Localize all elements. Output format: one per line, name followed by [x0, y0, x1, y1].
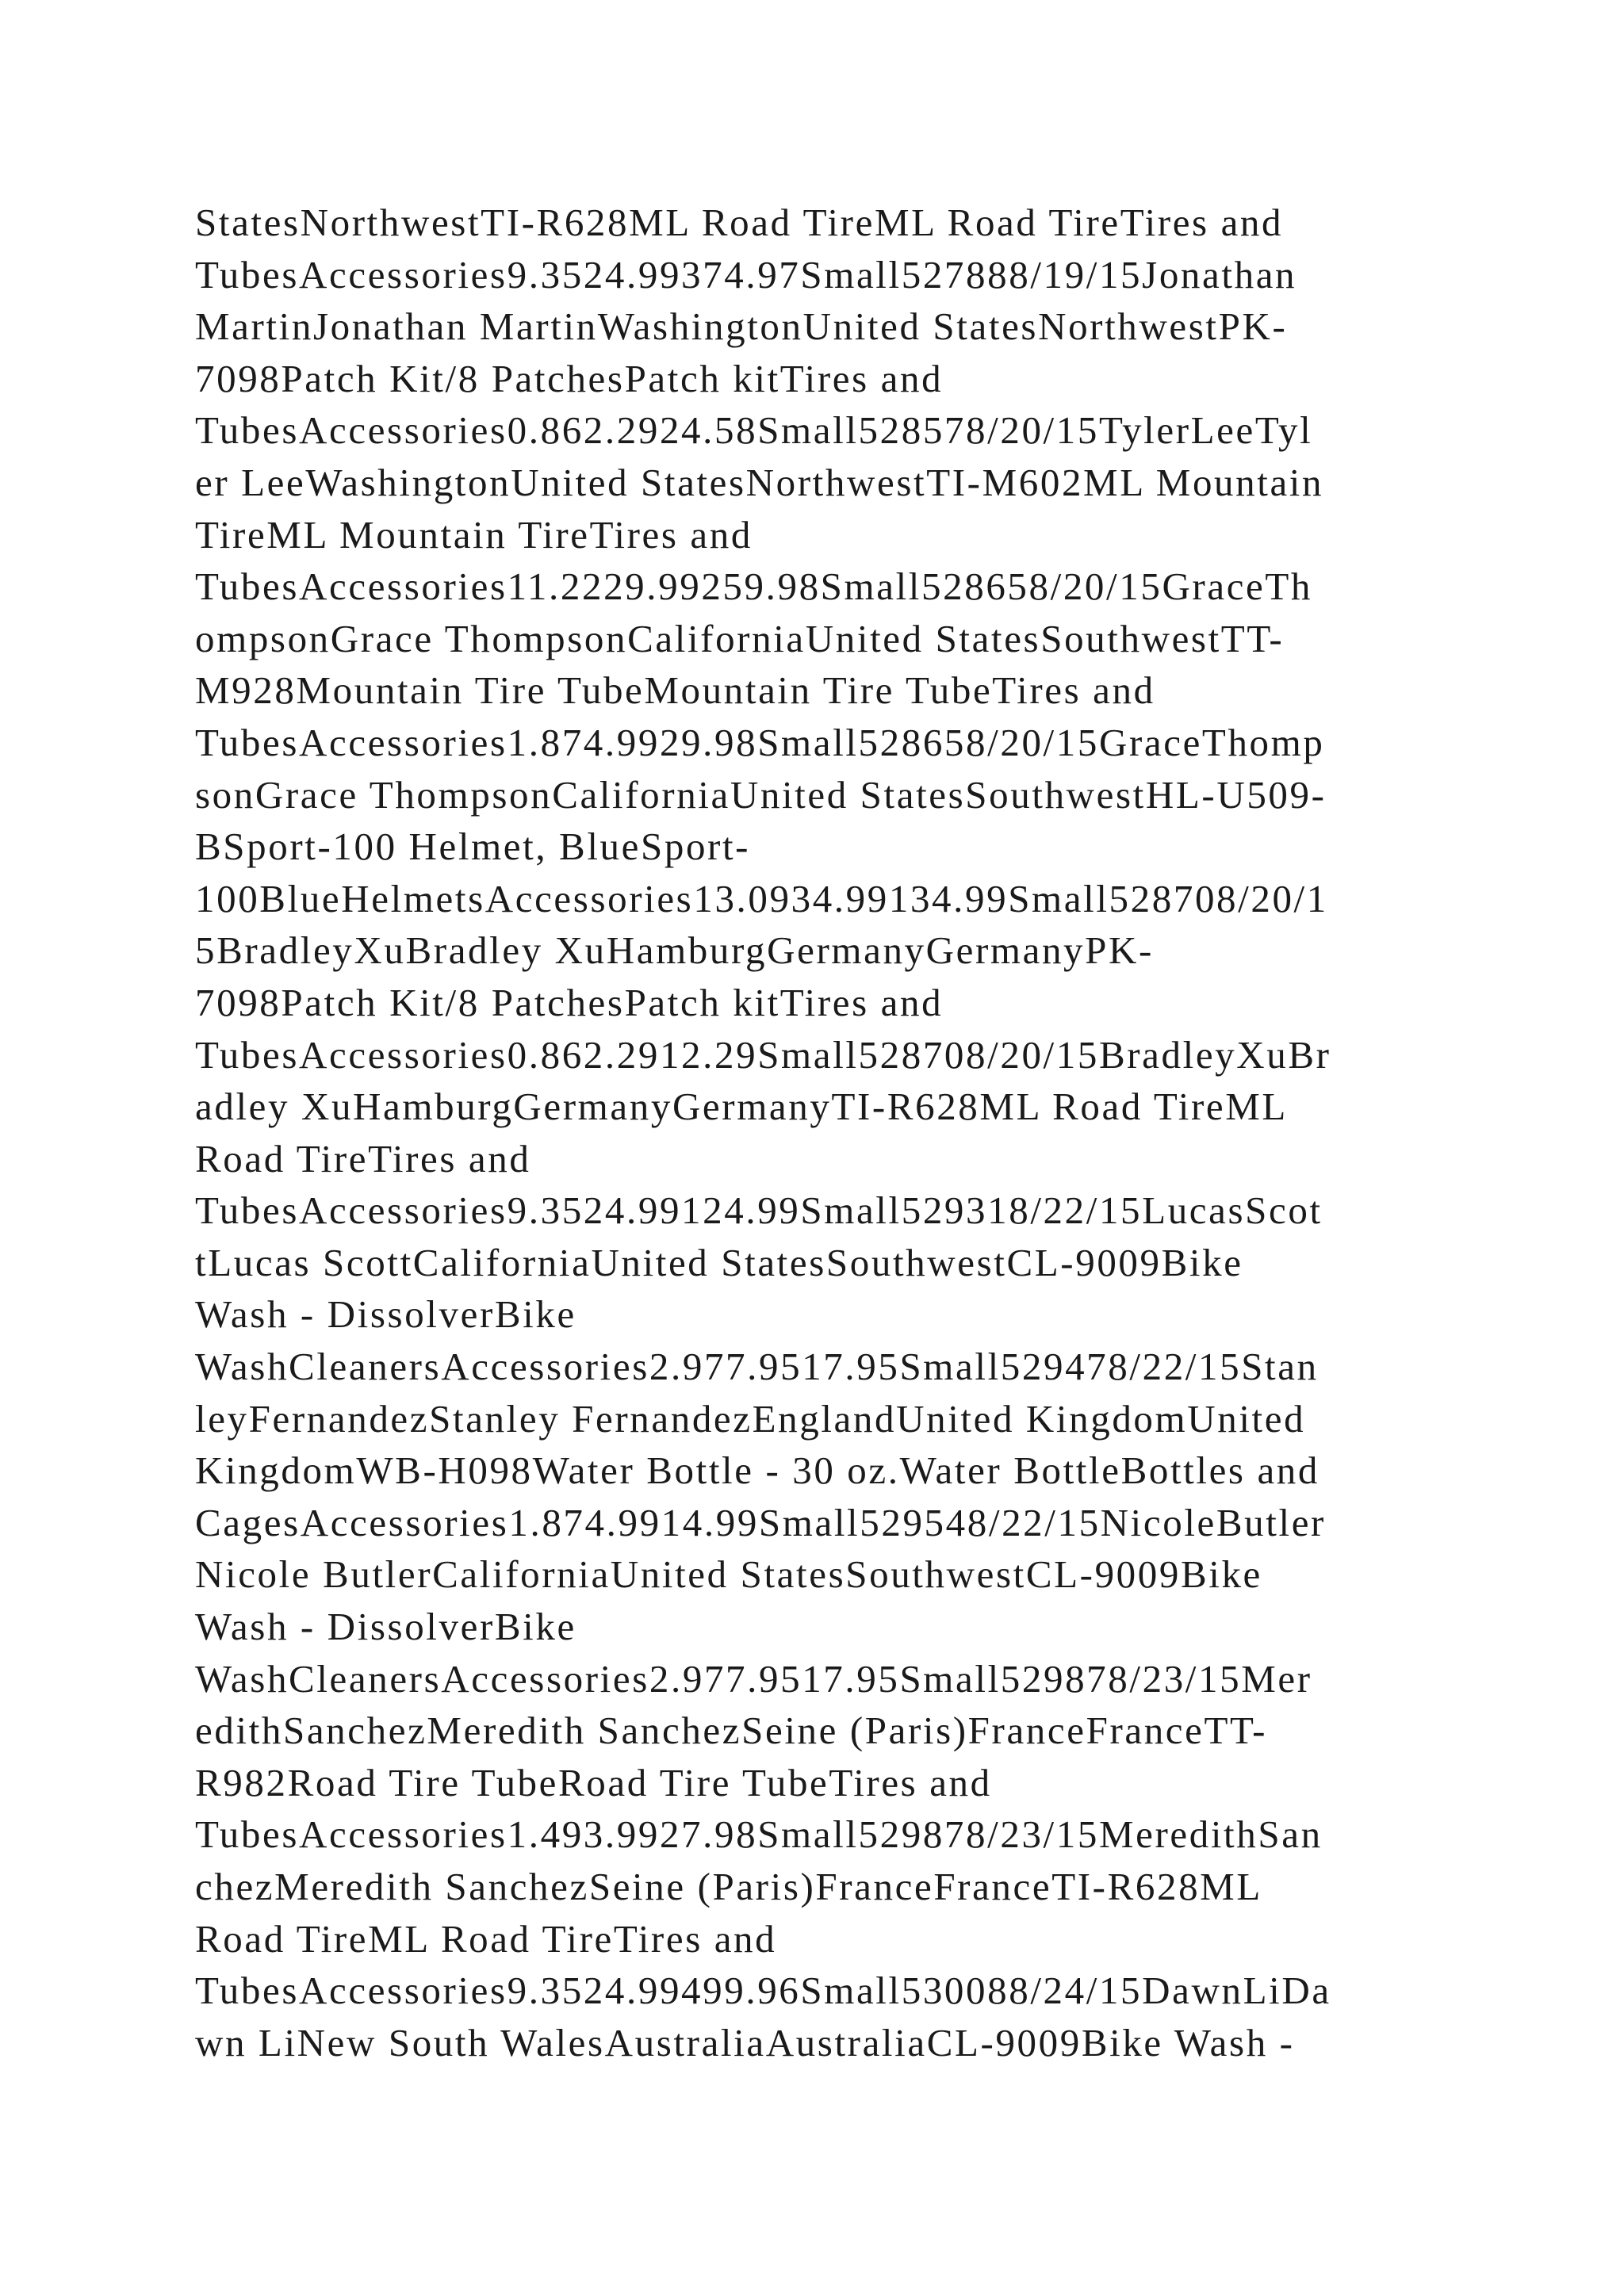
text-line: wn LiNew South WalesAustraliaAustraliaCL-9009Bike Wash - [195, 2020, 1295, 2064]
body-text [195, 197, 1480, 2068]
text-line: TubesAccessories0.862.2924.58Small528578/20/15TylerLeeTyl [195, 408, 1313, 453]
text-line: TireML Mountain TireTires and [195, 512, 753, 557]
text-line: tLucas ScottCaliforniaUnited StatesSouthwestCL-9009Bike [195, 1240, 1243, 1284]
text-line: KingdomWB-H098Water Bottle - 30 oz.Water BottleBottles and [195, 1448, 1320, 1493]
text-line: Road TireML Road TireTires and [195, 1916, 777, 1961]
text-line: Road TireTires and [195, 1136, 531, 1181]
text-line: WashCleanersAccessories2.977.9517.95Small529478/22/15Stan [195, 1345, 1319, 1389]
text-line: MartinJonathan MartinWashingtonUnited StatesNorthwestPK- [195, 304, 1288, 349]
text-line: TubesAccessories9.3524.99124.99Small529318/22/15LucasScot [195, 1188, 1323, 1233]
text-line: ompsonGrace ThompsonCaliforniaUnited StatesSouthwestTT- [195, 616, 1285, 660]
text-line: Nicole ButlerCaliforniaUnited StatesSouthwestCL-9009Bike [195, 1552, 1262, 1597]
text-line: BSport-100 Helmet, BlueSport- [195, 825, 751, 869]
text-line: CagesAccessories1.874.9914.99Small529548/22/15NicoleButler [195, 1500, 1326, 1544]
text-line: edithSanchezMeredith SanchezSeine (Paris)FranceFranceTT- [195, 1709, 1267, 1753]
text-line: 5BradleyXuBradley XuHamburgGermanyGermanyPK- [195, 928, 1154, 973]
text-line: er LeeWashingtonUnited StatesNorthwestTI-M602ML Mountain [195, 460, 1324, 504]
text-line: StatesNorthwestTI-R628ML Road TireML Road TireTires and [195, 201, 1284, 244]
text-line: TubesAccessories11.2229.99259.98Small528658/20/15GraceTh [195, 564, 1313, 609]
text-line: TubesAccessories9.3524.99374.97Small527888/19/15Jonathan [195, 252, 1297, 297]
text-line: sonGrace ThompsonCaliforniaUnited StatesSouthwestHL-U509- [195, 772, 1327, 817]
text-line: 100BlueHelmetsAccessories13.0934.99134.99Small528708/20/1 [195, 876, 1328, 920]
text-line: adley XuHamburgGermanyGermanyTI-R628ML Road TireML [195, 1085, 1288, 1129]
text-line: Wash - DissolverBike [195, 1605, 576, 1649]
text-line: M928Mountain Tire TubeMountain Tire TubeTires and [195, 668, 1155, 713]
text-line: 7098Patch Kit/8 PatchesPatch kitTires and [195, 356, 944, 400]
text-line: TubesAccessories9.3524.99499.96Small530088/24/15DawnLiDa [195, 1969, 1331, 2013]
text-line: Wash - DissolverBike [195, 1292, 576, 1337]
text-line: WashCleanersAccessories2.977.9517.95Small529878/23/15Mer [195, 1656, 1312, 1701]
text-line: chezMeredith SanchezSeine (Paris)FranceFranceTI-R628ML [195, 1865, 1262, 1908]
text-line: leyFernandezStanley FernandezEnglandUnited KingdomUnited [195, 1396, 1306, 1441]
text-line: 7098Patch Kit/8 PatchesPatch kitTires and [195, 980, 944, 1024]
text-line: TubesAccessories0.862.2912.29Small528708/20/15BradleyXuBr [195, 1032, 1331, 1077]
text-line: R982Road Tire TubeRoad Tire TubeTires and [195, 1760, 992, 1804]
text-line: TubesAccessories1.874.9929.98Small528658/20/15GraceThomp [195, 720, 1325, 764]
text-line: TubesAccessories1.493.9927.98Small529878/23/15MeredithSan [195, 1812, 1323, 1857]
